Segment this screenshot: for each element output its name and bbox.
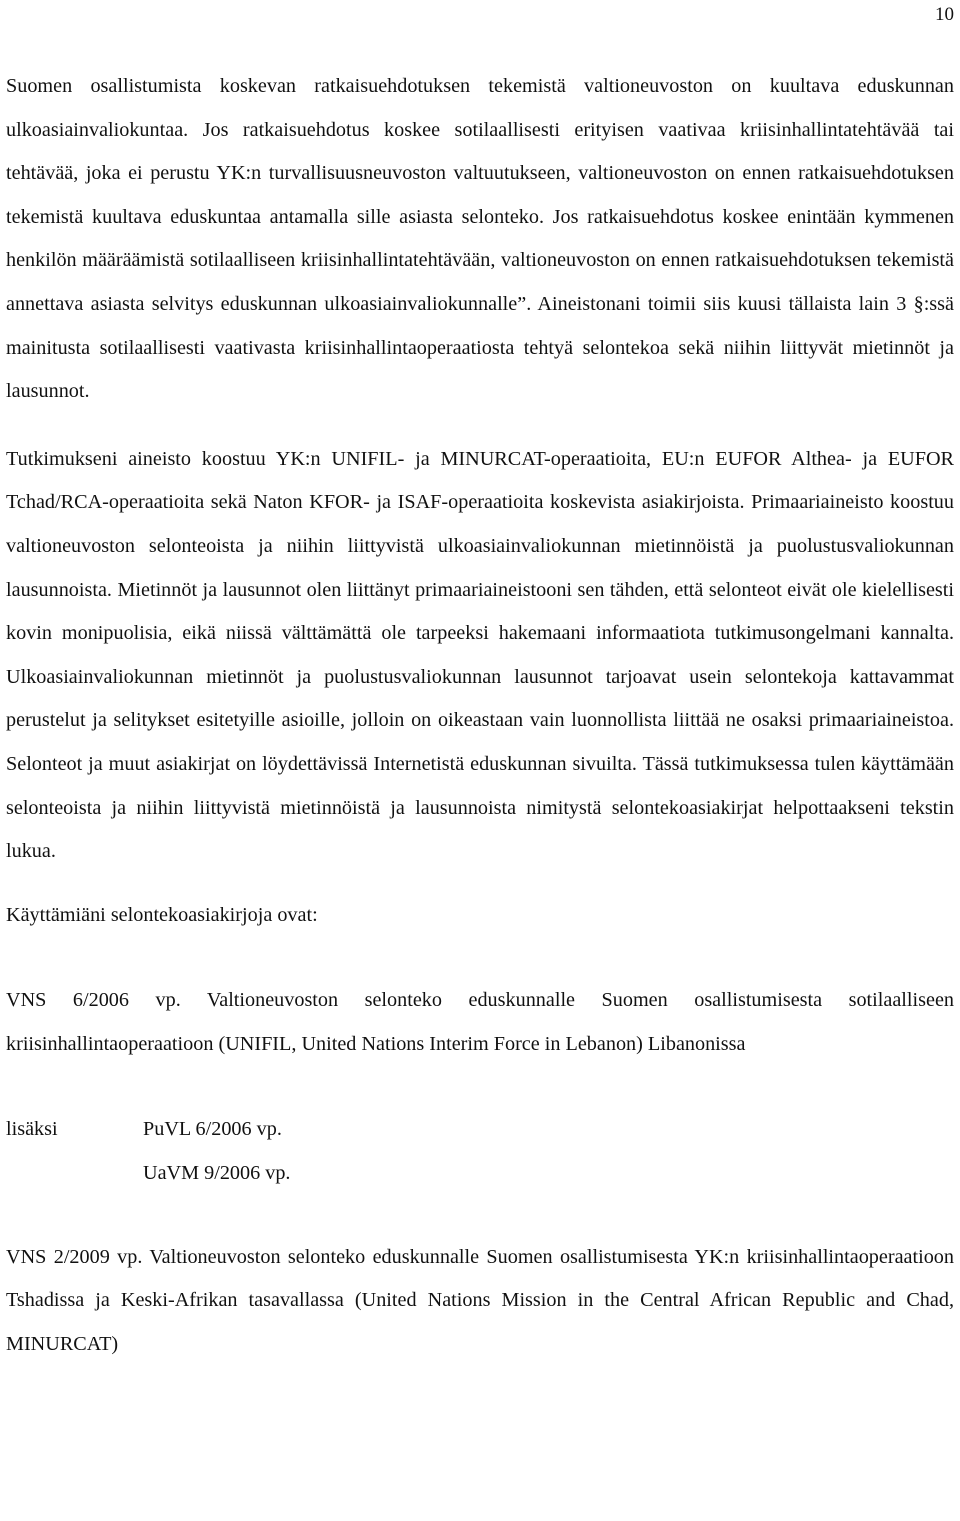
additional-documents-label: lisäksi [6, 1118, 58, 1141]
document-body [6, 65, 954, 1366]
additional-document-item: PuVL 6/2006 vp. [143, 1118, 282, 1141]
paragraph-hearing-procedure: Suomen osallistumista koskevan ratkaisuehdotuksen tekemistä valtioneuvoston on kuultava eduskunnan ulkoasiainvaliokuntaa. Jos ratkaisuehdotus koskee sotilaallisesti erityisen vaativaa kriisinhallintatehtävää tai tehtävää, joka ei perustu YK:n turvallisuusneuvoston valtuutukseen, valtioneuvoston on ennen ratkaisuehdotuksen tekemistä kuultava eduskuntaa antamalla sille asiasta selonteko. Jos ratkaisuehdotus koskee enintään kymmenen henkilön määräämistä sotilaalliseen kriisinhallintatehtävään, valtioneuvoston on ennen ratkaisuehdotuksen tekemistä annettava asiasta selvitys eduskunnan ulkoasiainvaliokunnalle”. Aineistonani toimii siis kuusi tällaista lain 3 §:ssä mainitusta sotilaallisesti vaativasta kriisinhallintaoperaatiosta tehtyä selontekoa sekä niihin liittyvät mietinnöt ja lausunnot. [6, 75, 954, 403]
document-entry-vns-2-2009: VNS 2/2009 vp. Valtioneuvoston selonteko eduskunnalle Suomen osallistumisesta YK:n kriisinhallintaoperaatioon Tshadissa ja Keski-Afrikan tasavallassa (United Nations Mission in the Central African Republic and Chad, MINURCAT) [6, 1245, 954, 1355]
additional-documents [6, 1108, 954, 1195]
document-entry-vns-6-2006: VNS 6/2006 vp. Valtioneuvoston selonteko eduskunnalle Suomen osallistumisesta sotilaalliseen kriisinhallintaoperaatioon (UNIFIL, United Nations Interim Force in Lebanon) Libanonissa [6, 989, 954, 1055]
additional-document-item: UaVM 9/2006 vp. [143, 1162, 291, 1185]
page-number: 10 [935, 4, 954, 25]
additional-documents-list [143, 1108, 290, 1195]
paragraph-documents-intro: Käyttämiäni selontekoasiakirjoja ovat: [6, 903, 318, 926]
paragraph-research-material: Tutkimukseni aineisto koostuu YK:n UNIFIL- ja MINURCAT-operaatioita, EU:n EUFOR Althea- ja EUFOR Tchad/RCA-operaatioita sekä Naton KFOR- ja ISAF-operaatioita koskevista asiakirjoista. Primaariaineisto koostuu valtioneuvoston selonteoista ja niihin liittyvistä ulkoasiainvaliokunnan mietinnöistä ja puolustusvaliokunnan lausunnoista. Mietinnöt ja lausunnot olen liittänyt primaariaineistooni sen tähden, että selonteot eivät ole kielellisesti kovin monipuolisia, eikä niissä välttämättä ole tarpeeksi hakemaani informaatiota tutkimusongelmani kannalta. Ulkoasiainvaliokunnan mietinnöt ja puolustusvaliokunnan lausunnot tarjoavat usein selontekoja kattavammat perustelut ja selitykset esitetyille asioille, jolloin on oikeastaan vain luonnollista liittää ne osaksi primaariaineistoa. Selonteot ja muut asiakirjat on löydettävissä Internetistä eduskunnan sivuilta. Tässä tutkimuksessa tulen käyttämään selonteoista ja niihin liittyvistä mietinnöistä ja lausunnoista nimitystä selontekoasiakirjat helpottaakseni tekstin lukua. [6, 447, 954, 863]
